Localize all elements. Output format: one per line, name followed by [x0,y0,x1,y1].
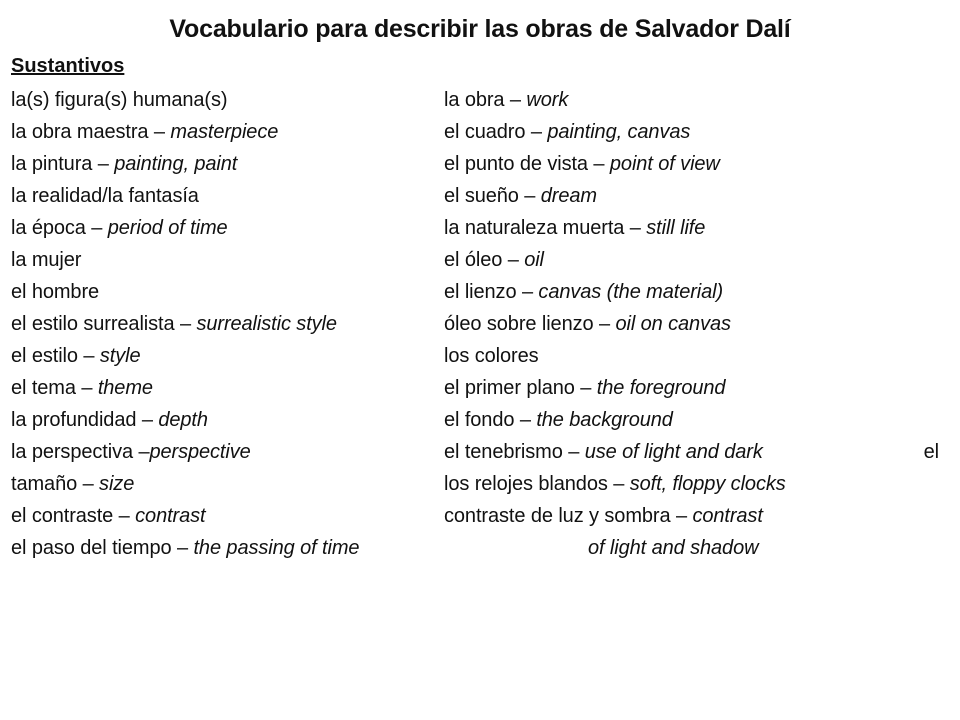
page-title: Vocabulario para describir las obras de Salvador Dalí [169,15,791,43]
vocabulary-separator: – [136,409,159,431]
vocabulary-item [444,468,954,500]
vocabulary-item [444,436,954,468]
vocabulary-translation: soft, floppy clocks [629,473,786,495]
vocabulary-term: la realidad/la fantasía [11,185,199,207]
vocabulary-separator: – [624,217,647,239]
vocabulary-translation: theme [97,377,153,399]
vocabulary-separator: – [174,313,197,335]
vocabulary-item [444,244,954,276]
vocabulary-separator: – [92,153,115,175]
vocabulary-item [11,244,451,276]
vocabulary-term: el punto de vista [444,153,588,175]
vocabulary-separator: – [587,153,610,175]
vocabulary-translation: of light and shadow [588,537,759,559]
vocabulary-term: el cuadro [444,121,526,143]
vocabulary-separator: – [562,441,585,463]
vocabulary-separator: – [607,473,630,495]
vocabulary-separator: – [148,121,171,143]
vocabulary-separator: – [502,249,525,271]
vocabulary-term: la pintura [11,153,93,175]
vocabulary-separator: – [525,121,548,143]
vocabulary-item [11,308,451,340]
vocabulary-item [444,148,954,180]
vocabulary-translation: canvas (the material) [538,281,724,303]
vocabulary-item [11,372,451,404]
vocabulary-item [444,372,954,404]
vocabulary-term: el fondo [444,409,515,431]
vocabulary-term: el sueño [444,185,519,207]
vocabulary-term: los colores [444,345,539,367]
vocabulary-separator: – [113,505,136,527]
vocabulary-translation: the foreground [596,377,726,399]
vocabulary-translation: oil [524,249,544,271]
vocabulary-translation: dream [540,185,597,207]
vocabulary-term: la perspectiva [11,441,133,463]
vocabulary-term: el óleo [444,249,503,271]
vocabulary-separator: – [77,473,100,495]
vocabulary-term: la naturaleza muerta [444,217,625,239]
vocabulary-separator: – [514,409,537,431]
vocabulary-term: la mujer [11,249,82,271]
vocabulary-translation: oil on canvas [615,313,731,335]
vocabulary-term: la época [11,217,86,239]
vocabulary-item [11,532,451,564]
vocabulary-term: el hombre [11,281,100,303]
vocabulary-term: el estilo surrealista [11,313,175,335]
vocabulary-item [444,308,954,340]
vocabulary-item [11,436,451,468]
vocabulary-separator: – [504,89,527,111]
vocabulary-item [11,404,451,436]
vocabulary-term: contraste de luz y sombra [444,505,671,527]
vocabulary-term: el primer plano [444,377,575,399]
vocabulary-item [11,468,451,500]
vocabulary-item [11,84,451,116]
vocabulary-item [444,404,954,436]
vocabulary-item [444,532,954,564]
vocabulary-translation: use of light and dark [584,441,763,463]
vocabulary-item [444,116,954,148]
vocabulary-translation: painting, paint [114,153,238,175]
vocabulary-separator: – [133,441,150,463]
vocabulary-translation: surrealistic style [196,313,337,335]
vocabulary-term: el tema [11,377,76,399]
section-heading: Sustantivos [11,55,125,77]
vocabulary-separator: – [670,505,693,527]
vocabulary-term: el tenebrismo [444,441,563,463]
vocabulary-translation: depth [158,409,208,431]
vocabulary-translation: style [99,345,141,367]
vocabulary-term: la obra maestra [11,121,149,143]
vocabulary-translation: size [99,473,135,495]
vocabulary-item [11,212,451,244]
vocabulary-translation: work [526,89,569,111]
vocabulary-translation: perspective [149,441,251,463]
vocabulary-term: la(s) figura(s) humana(s) [11,89,228,111]
vocabulary-separator: – [171,537,194,559]
vocabulary-item [444,84,954,116]
vocabulary-item [444,276,954,308]
vocabulary-item [11,148,451,180]
vocabulary-term: la profundidad [11,409,137,431]
vocabulary-tail-text: el [923,441,939,463]
vocabulary-item [11,340,451,372]
vocabulary-item [11,500,451,532]
vocabulary-separator: – [77,345,100,367]
vocabulary-separator: – [516,281,539,303]
vocabulary-translation: masterpiece [170,121,279,143]
vocabulary-term: los relojes blandos [444,473,608,495]
vocabulary-term: el contraste [11,505,114,527]
vocabulary-translation: the passing of time [193,537,360,559]
vocabulary-item [444,500,954,532]
vocabulary-item [11,276,451,308]
vocabulary-separator: – [593,313,616,335]
vocabulary-item [11,116,451,148]
vocabulary-item [444,212,954,244]
vocabulary-translation: contrast [135,505,206,527]
vocabulary-separator: – [85,217,108,239]
vocabulary-separator: – [518,185,541,207]
vocabulary-term: el estilo [11,345,78,367]
vocabulary-separator: – [574,377,597,399]
vocabulary-translation: contrast [692,505,763,527]
vocabulary-translation: the background [536,409,673,431]
vocabulary-separator: – [75,377,98,399]
vocabulary-translation: period of time [107,217,228,239]
vocabulary-left-column [11,84,451,564]
vocabulary-term: óleo sobre lienzo [444,313,594,335]
vocabulary-translation: point of view [609,153,720,175]
vocabulary-term: el lienzo [444,281,517,303]
vocabulary-term: la obra [444,89,505,111]
vocabulary-translation: painting, canvas [547,121,691,143]
vocabulary-right-column [444,84,954,564]
vocabulary-term: el paso del tiempo [11,537,172,559]
vocabulary-item [444,340,954,372]
vocabulary-item [444,180,954,212]
vocabulary-translation: still life [646,217,706,239]
vocabulary-item [11,180,451,212]
vocabulary-term: tamaño [11,473,78,495]
